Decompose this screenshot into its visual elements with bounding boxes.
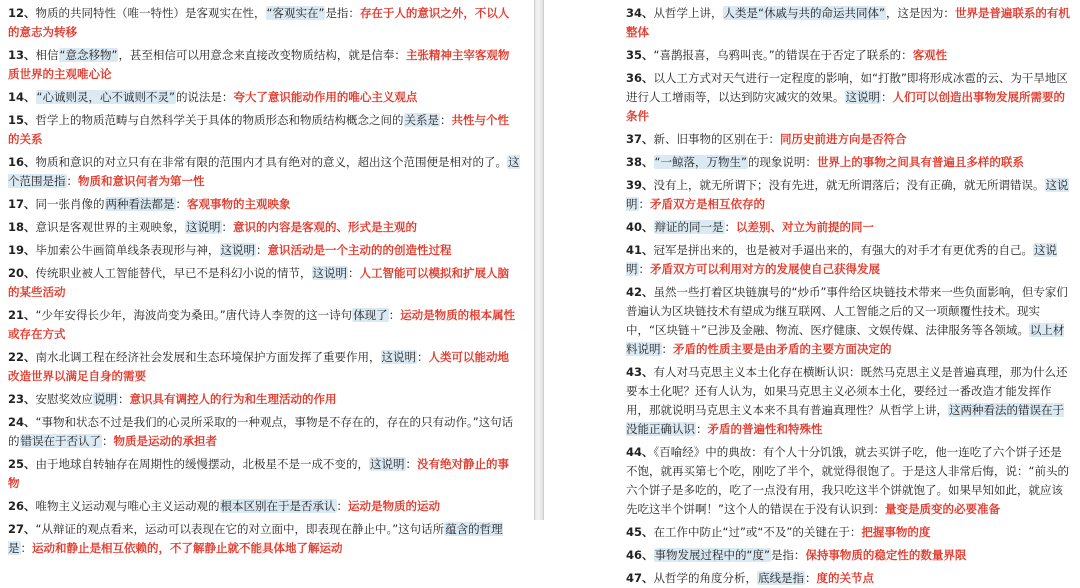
answer-text: 矛盾的性质主要是由矛盾的主要方面决定的 [673, 342, 892, 356]
answer-text: 共性与个性的关系 [8, 113, 510, 146]
question-number: 18、 [8, 220, 36, 234]
question-text-tail: ： [417, 350, 429, 364]
question-number: 17、 [8, 197, 36, 211]
question-text: 没有上，就无所谓下；没有先进，就无所谓落后；没有正确，就无所谓错误。 [653, 178, 1045, 192]
answer-text: 矛盾的普遍性和特殊性 [707, 422, 823, 436]
question-item [8, 241, 520, 260]
question-text: “从辩证的观点看来，运动可以表现在它的对立面中，即表现在静止中。”这句话所 [35, 522, 445, 536]
highlighted-text: “一鲸落，万物生” [654, 155, 747, 169]
question-text-tail: ： [118, 392, 130, 406]
question-item [626, 218, 1072, 237]
question-text-tail: ： [221, 220, 234, 234]
question-number: 20、 [8, 266, 36, 280]
highlighted-text: 这两种看法的错误在于没能正确认识 [626, 403, 1064, 436]
answer-text: 保持事物质的稳定性的数量界限 [805, 548, 967, 562]
answer-text: 客观性 [912, 48, 948, 62]
question-item [626, 46, 1072, 65]
question-text-tail: ： [638, 197, 650, 211]
question-number: 13、 [8, 48, 36, 62]
question-item [8, 520, 520, 558]
question-text-tail: ： [440, 113, 452, 127]
question-text: “少年安得长少年，海波尚变为桑田。”唐代诗人李贺的这一诗句 [35, 308, 353, 322]
question-item [626, 176, 1072, 214]
question-text: 有人对马克思主义本土化存在横断认识：既然马克思主义是普遍真理，那为什么还要本土化呢？还有人认为，如果马克思主义必须本土化，要经过一番改造才能发挥作用，那就说明马克思主义本来不具有普遍真理性？从哲学上讲， [626, 365, 1068, 417]
question-item [8, 390, 520, 409]
highlighted-text: 这说明 [626, 243, 1058, 276]
question-number: 27、 [8, 522, 36, 536]
question-item [8, 306, 520, 344]
highlighted-text: “客观实在” [266, 6, 325, 20]
question-text: 从哲学的角度分析， [653, 571, 758, 585]
answer-text: 客观事物的主观映象 [187, 197, 291, 211]
question-number: 22、 [8, 350, 36, 364]
question-item [8, 497, 520, 516]
answer-text: 运动是物质的运动 [348, 499, 441, 513]
question-item [626, 283, 1072, 359]
question-text-tail: ： [405, 457, 418, 471]
highlighted-text: 底线是指 [758, 571, 805, 585]
question-text: 唯物主义运动观与唯心主义运动观的 [35, 499, 220, 513]
question-number: 39、 [626, 178, 654, 192]
question-number: 35、 [626, 48, 654, 62]
question-text-tail: 的现象说明： [747, 155, 817, 169]
question-text-tail: ： [661, 342, 673, 356]
highlighted-text: 根本区别在于是否承认 [220, 499, 336, 513]
question-item [8, 348, 520, 386]
question-text: 毕加索公牛画简单线条表现形与神， [35, 243, 220, 257]
answer-text: 物质和意识何者为第一性 [78, 174, 205, 188]
question-text-tail: ： [638, 262, 650, 276]
question-text-tail: ： [175, 197, 188, 211]
question-number: 36、 [626, 71, 654, 85]
question-number: 16、 [8, 155, 36, 169]
question-item [626, 443, 1072, 519]
answer-text: 主张精神主宰客观物质世界的主观唯心论 [8, 48, 510, 81]
question-item [8, 218, 520, 237]
highlighted-text: 这说明 [626, 178, 1069, 211]
question-text-tail: 是指： [770, 548, 806, 562]
question-number: 12、 [8, 6, 36, 20]
question-item [626, 130, 1072, 149]
question-number: 26、 [8, 499, 36, 513]
question-item [8, 455, 520, 493]
question-text: 同一张肖像的 [35, 197, 105, 211]
question-text: 相信 [35, 48, 59, 62]
question-text: 虽然一些打着区块链旗号的“炒币”事件给区块链技术带来一些负面影响，但专家们普遍认为区块链技术有望成为继互联网、人工智能之后的又一项颠覆性技术。现实中，“区块链＋”已涉及金融、物流、医疗健康、文娱传媒、法律服务等各领域。 [626, 285, 1068, 337]
question-text: 从哲学上讲， [653, 6, 723, 20]
question-text: 在工作中防止“过”或“不及”的关键在于： [653, 525, 862, 539]
question-item [8, 88, 520, 107]
answer-text: 矛盾双方是相互依存的 [650, 197, 765, 211]
question-text-tail: ： [696, 422, 708, 436]
question-text: 《百喻经》中的典故：有个人十分饥饿，就去买饼子吃，他一连吃了六个饼子还是不饱，就再买第七个吃，刚吃了半个，就觉得很饱了。于是这人非常后悔，说：“前头的六个饼子是多吃的，吃了一点没有用，我只吃这半个饼就饱了。如果早知如此，就应该先吃这半个饼啊！”这个人的错误在于没有认识到： [626, 445, 1069, 516]
highlighted-text: 事物发展过程中的“度” [654, 548, 770, 562]
right-column [548, 0, 1080, 585]
answer-text: 夸大了意识能动作用的唯心主义观点 [233, 90, 418, 104]
highlighted-text: 关系是 [404, 113, 440, 127]
highlighted-text: “心诚则灵，心不诚则不灵” [36, 90, 175, 104]
question-text: 新、旧事物的区别在于： [653, 132, 781, 146]
question-number: 21、 [8, 308, 36, 322]
question-number: 23、 [8, 392, 36, 406]
answer-text: 物质是运动的承担者 [113, 434, 217, 448]
question-text: “事物和状态不过是我们的心灵所采取的一种观点，事物是不存在的，存在的只有动作。”这句话的 [8, 415, 514, 448]
question-item [8, 46, 520, 84]
question-text: 冠军是拼出来的，也是被对手逼出来的，有强大的对手才有更优秀的自己。 [653, 243, 1034, 257]
question-text-tail: ： [724, 220, 737, 234]
question-number: 40、 [626, 220, 654, 234]
question-text-tail: 是指： [325, 6, 360, 20]
question-number: 14、 [8, 90, 36, 104]
question-item [8, 153, 520, 191]
answer-text: 以差别、对立为前提的同一 [736, 220, 875, 234]
question-item [8, 195, 520, 214]
question-text: 南水北调工程在经济社会发展和生态环境保护方面发挥了重要作用， [35, 350, 381, 364]
question-text: 安慰奖效应 [35, 392, 94, 406]
question-text: 物质的共同特性（唯一特性）是客观实在性， [35, 6, 266, 20]
question-item [626, 153, 1072, 172]
answer-text: 存在于人的意识之外，不以人的意志为转移 [8, 6, 510, 39]
question-text-tail: ： [20, 541, 32, 555]
answer-text: 人们可以创造出事物发展所需要的条件 [626, 90, 1065, 123]
question-text-tail: 的说法是： [175, 90, 234, 104]
highlighted-text: 这说明 [312, 266, 348, 280]
highlighted-text: 说明 [94, 392, 118, 406]
question-text-tail: ： [256, 243, 268, 257]
highlighted-text: 辩证的同一是 [654, 220, 724, 234]
highlighted-text: 这说明 [845, 90, 880, 104]
answer-text: 世界是普遍联系的有机整体 [626, 6, 1070, 39]
highlighted-text: 这个范围是指 [8, 155, 520, 188]
question-number: 41、 [626, 243, 654, 257]
highlighted-text: 蕴含的哲理是 [8, 522, 503, 555]
highlighted-text: 这说明 [381, 350, 417, 364]
question-number: 24、 [8, 415, 36, 429]
question-number: 37、 [626, 132, 654, 146]
question-item [626, 4, 1072, 42]
answer-text: 把握事物的度 [861, 525, 931, 539]
answer-text: 度的关节点 [816, 571, 875, 585]
question-item [8, 4, 520, 42]
question-item [8, 413, 520, 451]
question-text-tail: ： [388, 308, 401, 322]
question-item [626, 363, 1072, 439]
highlighted-text: 错误在于否认了 [20, 434, 101, 448]
question-text-tail: ，甚至相信可以用意念来直接改变物质结构，就是信奉： [118, 48, 406, 62]
question-number: 38、 [626, 155, 654, 169]
highlighted-text: 两种看法都是 [105, 197, 175, 211]
question-item [626, 569, 1072, 588]
question-text: 由于地球自转轴存在周期性的缓慢摆动，北极星不是一成不变的， [35, 457, 370, 471]
question-text: 物质和意识的对立只有在非常有限的范围内才具有绝对的意义，超出这个范围便是相对的了。 [35, 155, 508, 169]
question-item [8, 264, 520, 302]
highlighted-text: 这说明 [220, 243, 256, 257]
answer-text: 运动是物质的根本属性或存在方式 [8, 308, 516, 341]
answer-text: 人类可以能动地改造世界以满足自身的需要 [8, 350, 510, 383]
question-text: 传统职业被人工智能替代，早已不是科幻小说的情节， [35, 266, 312, 280]
highlighted-text: 这说明 [370, 457, 405, 471]
answer-text: 意识活动是一个主动的的创造性过程 [267, 243, 452, 257]
question-number: 47、 [626, 571, 654, 585]
question-number: 34、 [626, 6, 654, 20]
question-text: “喜鹊报喜，乌鸦叫丧。”的错误在于否定了联系的： [653, 48, 913, 62]
question-item [626, 69, 1072, 126]
question-item [626, 523, 1072, 542]
question-text: 意识是客观世界的主观映象， [35, 220, 186, 234]
highlighted-text: 这说明 [186, 220, 221, 234]
question-text-tail: ： [66, 174, 78, 188]
answer-text: 同历史前进方向是否符合 [780, 132, 907, 146]
answer-text: 运动和静止是相互依赖的，不了解静止就不能具体地了解运动 [32, 541, 343, 555]
question-number: 42、 [626, 285, 654, 299]
question-text-tail: ，这是因为： [885, 6, 955, 20]
question-text-tail: ： [881, 90, 893, 104]
question-text-tail: ： [336, 499, 349, 513]
answer-text: 世界上的事物之间具有普遍且多样的联系 [816, 155, 1024, 169]
page-divider [534, 0, 544, 520]
left-column [0, 0, 528, 555]
question-text: 以人工方式对天气进行一定程度的影响，如“打散”即将形成冰雹的云、为干旱地区进行人工增雨等，以达到防灾减灾的效果。 [626, 71, 1068, 104]
highlighted-text: 体现了 [353, 308, 388, 322]
question-item [8, 111, 520, 149]
question-text-tail: ： [805, 571, 817, 585]
question-number: 19、 [8, 243, 36, 257]
question-number: 43、 [626, 365, 654, 379]
question-number: 44、 [626, 445, 654, 459]
question-text-tail: ： [102, 434, 114, 448]
question-number: 45、 [626, 525, 654, 539]
question-item [626, 241, 1072, 279]
answer-text: 量变是质变的必要准备 [884, 502, 1000, 516]
question-number: 46、 [626, 548, 654, 562]
answer-text: 矛盾双方可以利用对方的发展使自己获得发展 [650, 262, 880, 276]
question-item [626, 546, 1072, 565]
highlighted-text: 以上材料说明 [626, 323, 1065, 356]
answer-text: 没有绝对静止的事物 [8, 457, 510, 490]
answer-text: 意识具有调控人的行为和生理活动的作用 [129, 392, 337, 406]
question-number: 15、 [8, 113, 36, 127]
highlighted-text: “意念移物” [59, 48, 118, 62]
answer-text: 人工智能可以模拟和扩展人脑的某些活动 [8, 266, 510, 299]
highlighted-text: 人类是“休戚与共的命运共同体” [723, 6, 885, 20]
question-number: 25、 [8, 457, 36, 471]
answer-text: 意识的内容是客观的、形式是主观的 [233, 220, 418, 234]
question-text: 哲学上的物质范畴与自然科学关于具体的物质形态和物质结构概念之间的 [35, 113, 404, 127]
question-text-tail: ： [348, 266, 360, 280]
